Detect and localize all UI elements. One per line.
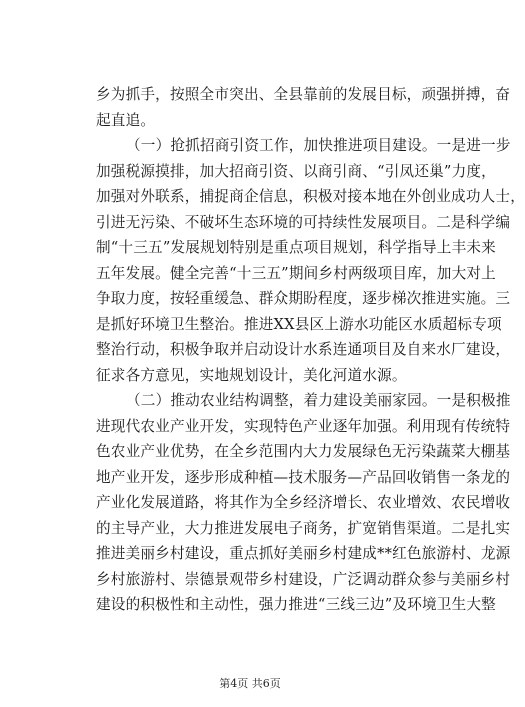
text-line: 色农业产业优势，在全乡范围内大力发展绿色无污染蔬菜大棚基 — [96, 443, 511, 460]
text-line: 引进无污染、不破坏生态环境的可持续性发展项目。二是科学编 — [96, 213, 511, 231]
text-line: 争取力度，按轻重缓急、群众期盼程度，逐步梯次推进实施。三 — [96, 290, 511, 307]
section-heading-line: （一）抢抓招商引资工作，加快推进项目建设。一是进一步 — [126, 137, 511, 154]
text-line: 进现代农业产业开发，实现特色产业逐年加强。利用现有传统特 — [96, 417, 511, 435]
text-line: 加强税源摸排，加大招商引资、以商引商、“引凤还巢”力度， — [96, 162, 496, 180]
text-line: 五年发展。健全完善“十三五”期间乡村两级项目库，加大对上 — [96, 264, 496, 282]
text-line: 征求各方意见，实地规划设计，美化河道水源。 — [96, 366, 407, 384]
text-line: 建设的积极性和主动性，强力推进“三线三边”及环境卫生大整 — [96, 596, 496, 613]
text-line: 加强对外联系，捕捉商企信息，积极对接本地在外创业成功人士， — [96, 188, 525, 205]
text-line: 乡村旅游村、崇德景观带乡村建设，广泛调动群众参与美丽乡村 — [96, 570, 511, 588]
text-line: 起直追。 — [96, 111, 156, 129]
page-footer: 第4页 共6页 — [219, 677, 281, 690]
text-line: 推进美丽乡村建设，重点抓好美丽乡村建成**红色旅游村、龙源 — [96, 545, 511, 562]
text-line: 整治行动，积极争取并启动设计水系连通项目及自来水厂建设， — [96, 341, 511, 358]
body-text — [96, 82, 525, 618]
section-heading-line: （二）推动农业结构调整，着力建设美丽家园。一是积极推 — [126, 392, 511, 409]
text-line: 是抓好环境卫生整治。推进XX县区上游水功能区水质超标专项 — [96, 315, 502, 333]
text-line: 地产业开发，逐步形成种植—技术服务—产品回收销售一条龙的 — [96, 468, 511, 486]
text-line: 的主导产业，大力推进发展电子商务，扩宽销售渠道。二是扎实 — [96, 519, 511, 537]
text-line: 产业化发展道路，将其作为全乡经济增长、农业增效、农民增收 — [96, 494, 511, 511]
text-line: 制“十三五”发展规划特别是重点项目规划，科学指导上丰未来 — [96, 239, 496, 256]
text-line: 乡为抓手，按照全市突出、全县靠前的发展目标，顽强拼搏，奋 — [96, 86, 511, 103]
